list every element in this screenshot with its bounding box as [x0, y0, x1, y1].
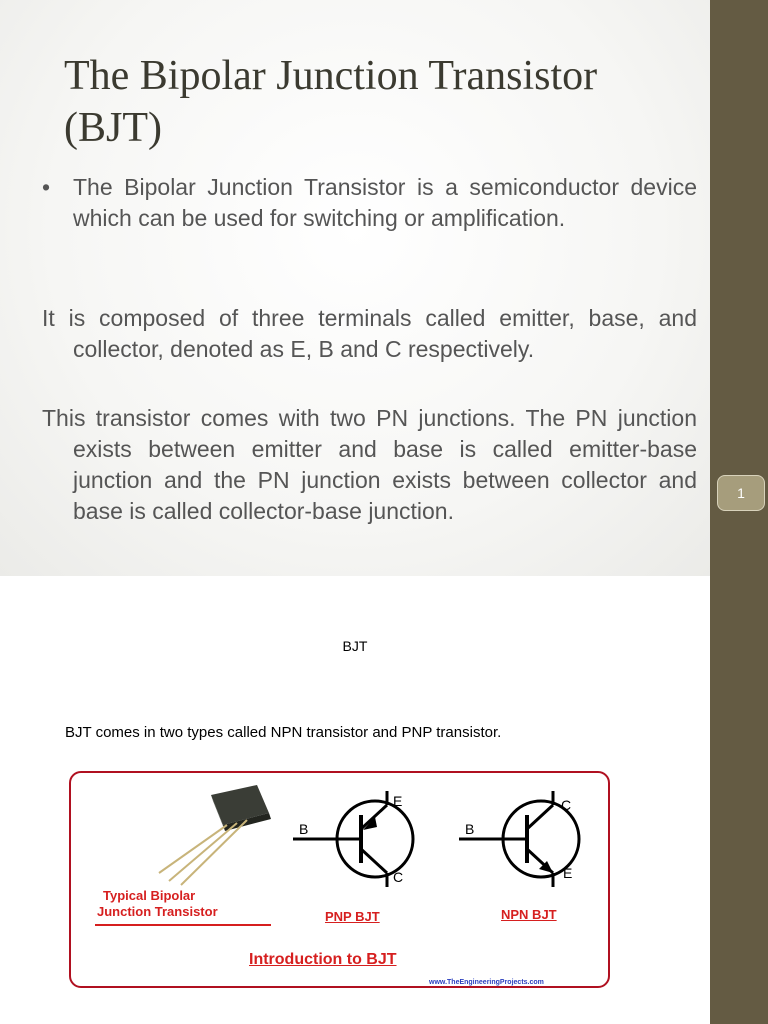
pnp-emitter-label: E: [393, 793, 403, 809]
page-heading: BJT: [342, 638, 368, 654]
pnp-collector-label: C: [393, 869, 404, 885]
bjt-figure: [69, 771, 610, 988]
bullet-icon: •: [42, 174, 51, 200]
bullet-text: The Bipolar Junction Transistor is a semiconductor device which can be used for switching or amplification.: [73, 174, 697, 231]
transistor-package-icon: [159, 785, 271, 885]
slide-number-badge: [717, 475, 765, 511]
watermark-url: www.TheEngineeringProjects.com: [429, 979, 544, 986]
intro-caption: Introduction to BJT: [249, 951, 397, 968]
terminals-paragraph: It is composed of three terminals called emitter, base, and collector, denoted as E, B and C respectively.: [42, 305, 697, 362]
types-text: BJT comes in two types called NPN transistor and PNP transistor.: [65, 724, 502, 741]
junctions-paragraph: This transistor comes with two PN junctions. The PN junction exists between emitter and base is called emitter-base junction and the PN junction exists between collector and base is called collector-base junction.: [42, 405, 697, 524]
sidebar: [710, 0, 768, 1024]
typical-bjt-caption: Typical Bipolar Junction Transistor: [97, 888, 218, 919]
pnp-base-label: B: [299, 821, 309, 837]
bullet-paragraph: [42, 172, 697, 234]
npn-emitter-label: E: [563, 865, 573, 881]
pnp-caption: PNP BJT: [325, 909, 380, 924]
caption-underline: [95, 924, 271, 926]
npn-base-label: B: [465, 821, 475, 837]
slide-number: 1: [737, 485, 745, 501]
slide-title: The Bipolar Junction Transistor (BJT): [64, 53, 598, 151]
npn-caption: NPN BJT: [501, 907, 557, 922]
npn-collector-label: C: [561, 797, 572, 813]
